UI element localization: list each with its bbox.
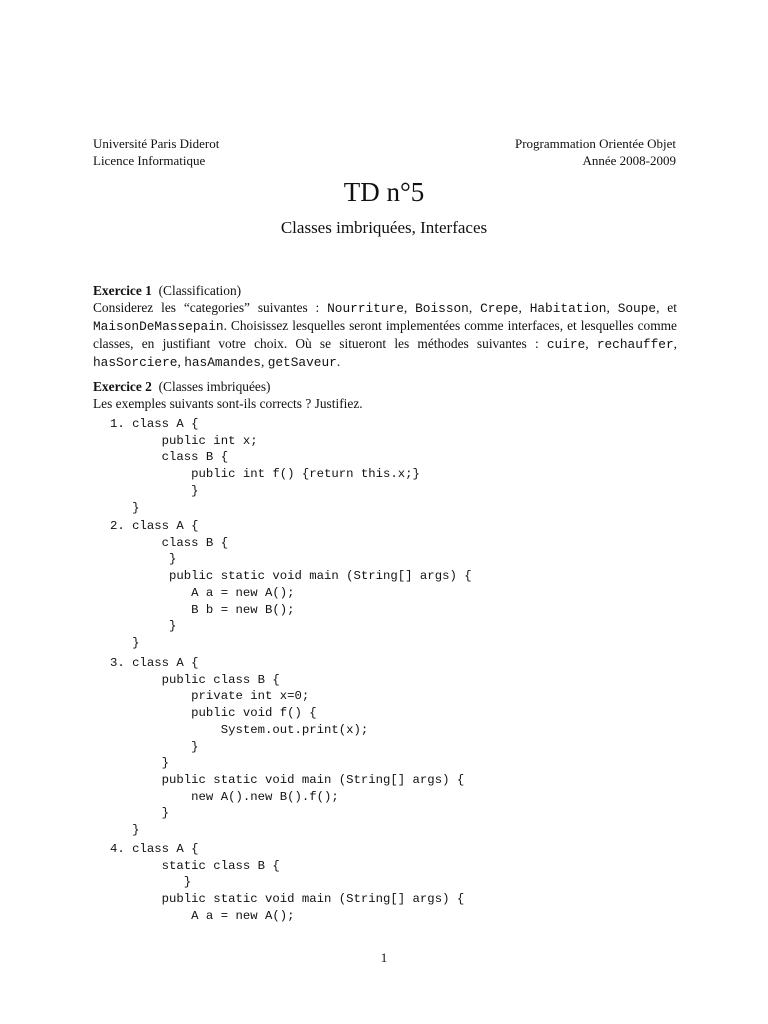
code-example-2: 2. class A { class B { } public static void main (String[] args) { A a = new A(); B b = new B(); } } xyxy=(110,519,472,650)
text-segment: . Choisissez lesquelles seront implementées comme interfaces, et lesquelles comme classes, en justifiant votre choix. Où se situeront les méthodes suivantes : xyxy=(93,318,677,351)
page-number: 1 xyxy=(380,950,388,965)
academic-year: Année 2008-2009 xyxy=(582,153,676,168)
text-segment: , xyxy=(585,336,597,351)
code-example-3: 3. class A { public class B { private int x=0; public void f() { System.out.print(x); } } public static void main (String[] args) { new A().new B().f(); } } xyxy=(110,656,465,838)
exercise-2-label: Exercice 2 xyxy=(93,379,152,394)
exercise-2-question: Les exemples suivants sont-ils corrects ? Justifiez. xyxy=(93,396,363,411)
category-habitation: Habitation xyxy=(529,301,607,316)
method-hassorciere: hasSorciere xyxy=(93,355,178,370)
exercise-1-topic: (Classification) xyxy=(158,283,242,298)
exercise-1-label: Exercice 1 xyxy=(93,283,152,298)
method-getsaveur: getSaveur xyxy=(267,355,337,370)
code-example-1: 1. class A { public int x; class B { public int f() {return this.x;} } } xyxy=(110,417,420,515)
text-segment: , xyxy=(403,300,416,315)
code-example-4: 4. class A { static class B { } public static void main (String[] args) { A a = new A(); xyxy=(110,842,465,923)
text-segment: , xyxy=(606,300,618,315)
page-title: TD n°5 xyxy=(343,177,425,207)
text-segment: , xyxy=(468,300,481,315)
text-segment: Considerez les “categories” suivantes : xyxy=(93,300,328,315)
exercise-2-topic: (Classes imbriquées) xyxy=(158,379,271,394)
university-name: Université Paris Diderot xyxy=(93,136,220,151)
exercise-1-heading xyxy=(93,282,677,299)
exercise-1 xyxy=(93,282,677,371)
course-name: Programmation Orientée Objet xyxy=(514,136,676,151)
method-hasamandes: hasAmandes xyxy=(184,355,261,370)
exercise-2 xyxy=(93,378,677,412)
text-segment: , xyxy=(177,354,185,369)
category-maisondemassepain: MaisonDeMassepain xyxy=(93,319,224,334)
text-segment: , xyxy=(673,336,677,351)
text-segment: . xyxy=(336,354,341,369)
header-left xyxy=(93,135,219,169)
text-segment: , et xyxy=(656,300,677,315)
text-segment: , xyxy=(260,354,268,369)
page-subtitle: Classes imbriquées, Interfaces xyxy=(280,218,488,237)
method-cuire: cuire xyxy=(546,337,586,352)
category-soupe: Soupe xyxy=(617,301,657,316)
method-rechauffer: rechauffer xyxy=(596,337,674,352)
category-nourriture: Nourriture xyxy=(327,301,404,316)
category-crepe: Crepe xyxy=(480,301,519,316)
exercise-2-heading xyxy=(93,378,677,395)
text-segment: , xyxy=(518,300,530,315)
header-right xyxy=(515,135,676,169)
program-name: Licence Informatique xyxy=(93,153,206,168)
exercise-1-body xyxy=(93,299,677,371)
category-boisson: Boisson xyxy=(415,301,469,316)
